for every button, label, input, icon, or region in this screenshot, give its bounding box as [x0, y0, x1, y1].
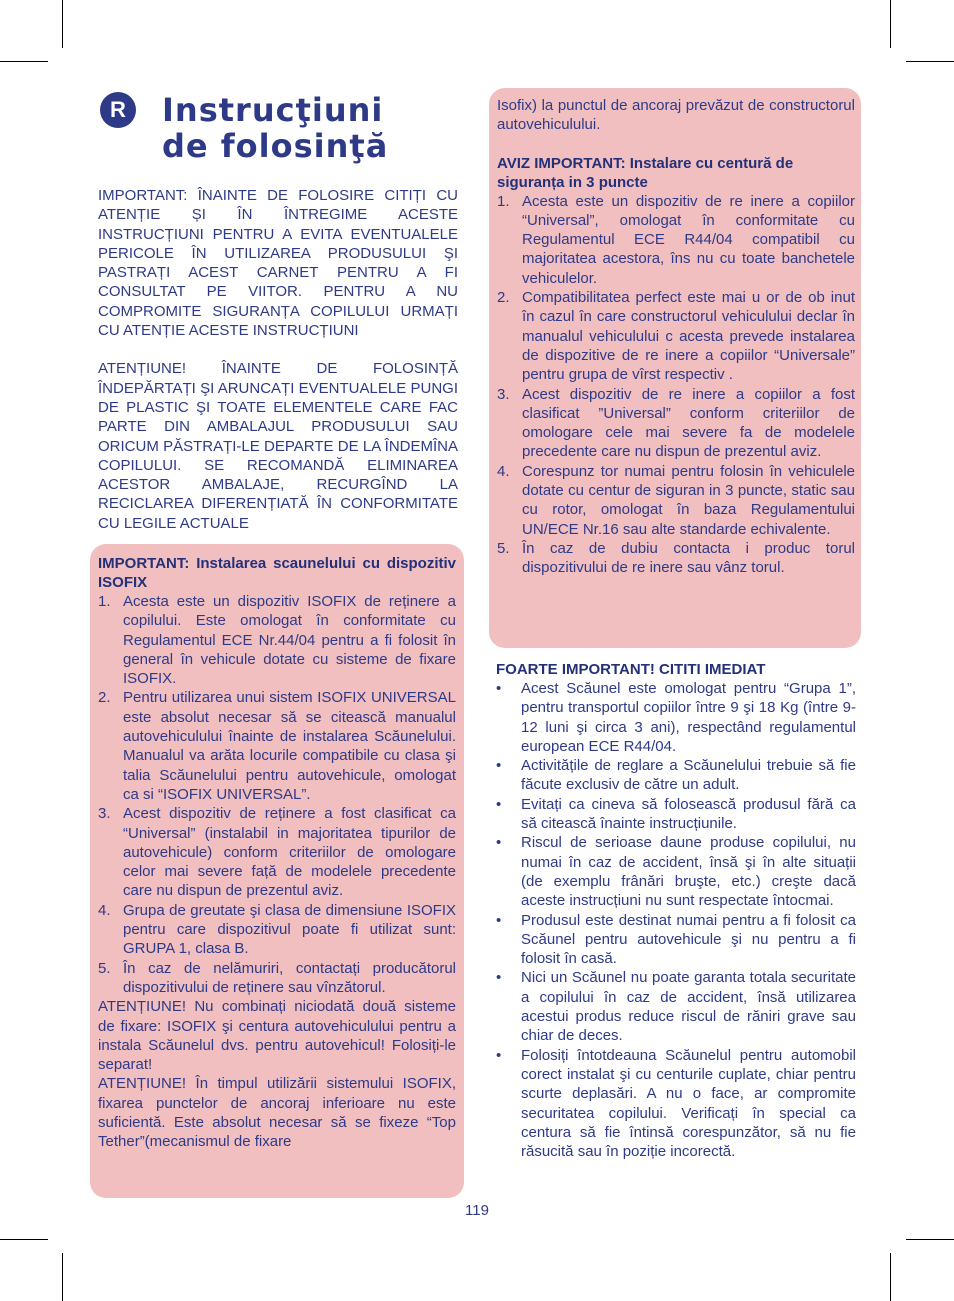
list-item	[497, 385, 855, 462]
list-item	[496, 1046, 856, 1162]
list-item-text: Pentru utilizarea unui sistem ISOFIX UNIVERSAL este absolut necesar să se citească manualul autovehiculului înainte de instalarea Scăunelului. Manualul va arăta locurile compatibile cu clasa şi talia Scăunelului pentru autovehicule, omologat ca si “ISOFIX UNIVERSAL”.	[123, 689, 456, 803]
list-item	[497, 539, 855, 578]
list-item	[496, 833, 856, 910]
title-line-2: de folosinţă	[162, 127, 389, 165]
crop-mark	[0, 61, 48, 62]
list-item-number: •	[496, 1046, 502, 1064]
list-item	[497, 288, 855, 384]
list-item	[98, 688, 456, 804]
list-item-number: 2.	[497, 289, 510, 307]
list-item-number: 5.	[497, 539, 510, 557]
isofix-box	[90, 544, 464, 1198]
list-item-number: 3.	[98, 805, 111, 823]
list-item	[496, 911, 856, 969]
belt-continuation: Isofix) la punctul de ancoraj prevăzut de constructorul autovehiculului.	[497, 97, 855, 134]
list-item-text: Grupa de greutate şi clasa de dimensiune ISOFIX pentru care dispozitivul poate fi utilizat sunt: GRUPA 1, clasa B.	[123, 901, 456, 958]
crop-mark	[890, 1253, 891, 1301]
crop-mark	[62, 0, 63, 48]
list-item	[98, 592, 456, 688]
list-item	[496, 679, 856, 756]
list-item-text: Compatibilitatea perfect este mai u or de ob inut în cazul în care constructorul vehiculului declar în manualul vehiculului c acesta prevede instalarea de dispozitive de re inere a copiilor “Universale” pentru grupa de vîrst respectiv .	[522, 289, 855, 384]
list-item-number: •	[496, 757, 502, 775]
list-item-number: 4.	[497, 462, 510, 480]
list-item-text: Folosiți întotdeauna Scăunelul pentru automobil corect instalat şi cu centurile cuplate, chiar pentru scurte deplasări. A nu o face, ar compromite securitatea copilului. Verificați în special ca centura să fie întinsă corespunzător, să nu fie răsucită sau în poziție incorectă.	[521, 1046, 856, 1161]
crop-mark	[906, 61, 954, 62]
list-item-text: În caz de nelămuriri, contactați producătorul dispozitivului de reținere sau vînzătorul.	[123, 959, 456, 996]
list-item-number: 4.	[98, 901, 111, 919]
list-item-number: 3.	[497, 385, 510, 403]
list-item-number: •	[496, 911, 502, 929]
list-item-number: 1.	[98, 593, 111, 610]
list-item-text: Acest Scăunel este omologat pentru “Grupa 1”, pentru transportul copiilor între 9 şi 18 Kg (între 9-12 luni şi circa 3 ani), respectând regulamentul european ECE R44/04.	[521, 680, 856, 755]
intro-important: IMPORTANT: ÎNAINTE DE FOLOSIRE CITIȚI CU ATENȚIE ȘI ÎN ÎNTREGIME ACESTE INSTRUCȚIUNI PENTRU A EVITA EVENTUALELE PERICOLE ÎN UTILIZAREA PRODUSULUI ŞI PASTRAȚI ACEST CARNET PENTRU A FI CONSULTAT PE VIITOR. PENTRU A NU COMPROMITE SIGURANȚA COPILULUI URMAȚI CU ATENȚIE ACESTE INSTRUCȚIUNI	[98, 187, 458, 340]
belt-box	[489, 88, 861, 648]
list-item-number: 2.	[98, 689, 111, 707]
page-number: 119	[465, 1202, 489, 1219]
foarte-section	[496, 660, 856, 1161]
crop-mark	[0, 1239, 48, 1240]
page-title	[162, 92, 388, 164]
list-item-text: Corespunz tor numai pentru folosin în vehiculele dotate cu centur de siguran in 3 puncte, static sau cu rotor, omologat în baza Regulamentului UN/ECE Nr.16 sau alte standarde echivalente.	[522, 462, 855, 538]
isofix-heading: IMPORTANT: Instalarea scaunelului cu dispozitiv ISOFIX	[98, 555, 456, 591]
belt-list	[497, 192, 855, 578]
list-item-number: •	[496, 969, 502, 987]
list-item	[497, 192, 855, 288]
crop-mark	[906, 1239, 954, 1240]
foarte-heading: FOARTE IMPORTANT! CITITI IMEDIAT	[496, 661, 766, 678]
list-item	[98, 804, 456, 900]
list-item-text: Acesta este un dispozitiv de re inere a copiilor “Universal”, omologat în conformitate cu Regulamentul ECE R44/04 compatibil cu majoritatea acestora, îns nu cu toate banchetele vehiculelor.	[522, 192, 855, 287]
isofix-warning-2: ATENȚIUNE! În timpul utilizării sistemului ISOFIX, fixarea punctelor de ancoraj inferioare nu este suficientă. Este absolut necesar să se fixeze “Top Tether”(mecanismul de fixare	[98, 1075, 456, 1151]
list-item	[496, 968, 856, 1045]
list-item-number: 5.	[98, 959, 111, 977]
crop-mark	[890, 0, 891, 48]
language-badge: R	[100, 92, 136, 128]
title-line-1: Instrucţiuni	[162, 91, 384, 129]
list-item	[98, 959, 456, 998]
belt-heading: AVIZ IMPORTANT: Instalare cu centură de siguranța in 3 puncte	[497, 154, 794, 191]
list-item-text: Evitați ca cineva să folosească produsul fără ca să citească înainte instrucțiunile.	[521, 795, 856, 833]
intro-atentiune: ATENȚIUNE! ÎNAINTE DE FOLOSINȚĂ ÎNDEPĂRTAȚI ŞI ARUNCAȚI EVENTUALELE PUNGI DE PLASTIC ŞI TOATE ELEMENTELE CARE FAC PARTE DIN AMBALAJUL PRODUSULUI SAU ORICUM PĂSTRAȚI-LE DEPARTE DE LA ÎNDEMÎNA COPILULUI. SE RECOMANDĂ ELIMINAREA ACESTOR AMBALAJE, RECURGÎND LA RECICLAREA DIFERENȚIATĂ ÎN CONFORMITATE CU LEGILE ACTUALE	[98, 360, 458, 532]
list-item-text: Nici un Scăunel nu poate garanta totala securitate a copilului în caz de accident, însă utilizarea acestui produs reduce riscul de răniri grave sau chiar de deces.	[521, 969, 856, 1045]
list-item-number: •	[496, 680, 502, 697]
foarte-list	[496, 679, 856, 1161]
list-item	[98, 901, 456, 959]
list-item-number: 1.	[497, 192, 510, 210]
isofix-list	[98, 592, 456, 997]
list-item-number: •	[496, 834, 502, 852]
list-item-number: •	[496, 795, 502, 813]
list-item	[497, 462, 855, 539]
list-item-text: În caz de dubiu contacta i produc torul dispozitivului de re inere sau vânz torul.	[522, 539, 855, 577]
list-item-text: Acest dispozitiv de re inere a copiilor a fost clasificat ”Universal” conform criteriilor de omologare cele mai severe fa de modelele precedente care nu dispun de prezentul aviz.	[522, 385, 855, 461]
list-item-text: Acest dispozitiv de reținere a fost clasificat ca “Universal” (instalabil in majoritatea tipurilor de autovehicule) conform criteriilor de omologare celor mai severe față de modelele precedente care nu dispun de prezentul aviz.	[123, 805, 456, 900]
list-item-text: Acesta este un dispozitiv ISOFIX de reținere a copilului. Este omologat în conformitate cu Regulamentul ECE Nr.44/04 pentru a fi folosit în general în vehicule dotate cu sisteme de fixare ISOFIX.	[123, 593, 456, 688]
isofix-warning-1: ATENȚIUNE! Nu combinați niciodată două sisteme de fixare: ISOFIX şi centura autovehiculului pentru a instala Scăunelul dvs. pentru autovehicul! Folosiți-le separat!	[98, 998, 456, 1074]
intro-section	[98, 186, 458, 533]
list-item-text: Riscul de serioase daune produse copilului, nu numai în caz de accident, însă şi în alte situații (de exemplu frânări bruşte, etc.) creşte dacă aceste instrucțiuni nu sunt respectate întocmai.	[521, 834, 856, 910]
list-item-text: Produsul este destinat numai pentru a fi folosit ca Scăunel pentru autovehicule şi nu pentru a fi folosit în casă.	[521, 911, 856, 968]
crop-mark	[62, 1253, 63, 1301]
list-item	[496, 795, 856, 834]
list-item	[496, 756, 856, 795]
list-item-text: Activitățile de reglare a Scăunelului trebuie să fie făcute exclusiv de către un adult.	[521, 757, 856, 794]
